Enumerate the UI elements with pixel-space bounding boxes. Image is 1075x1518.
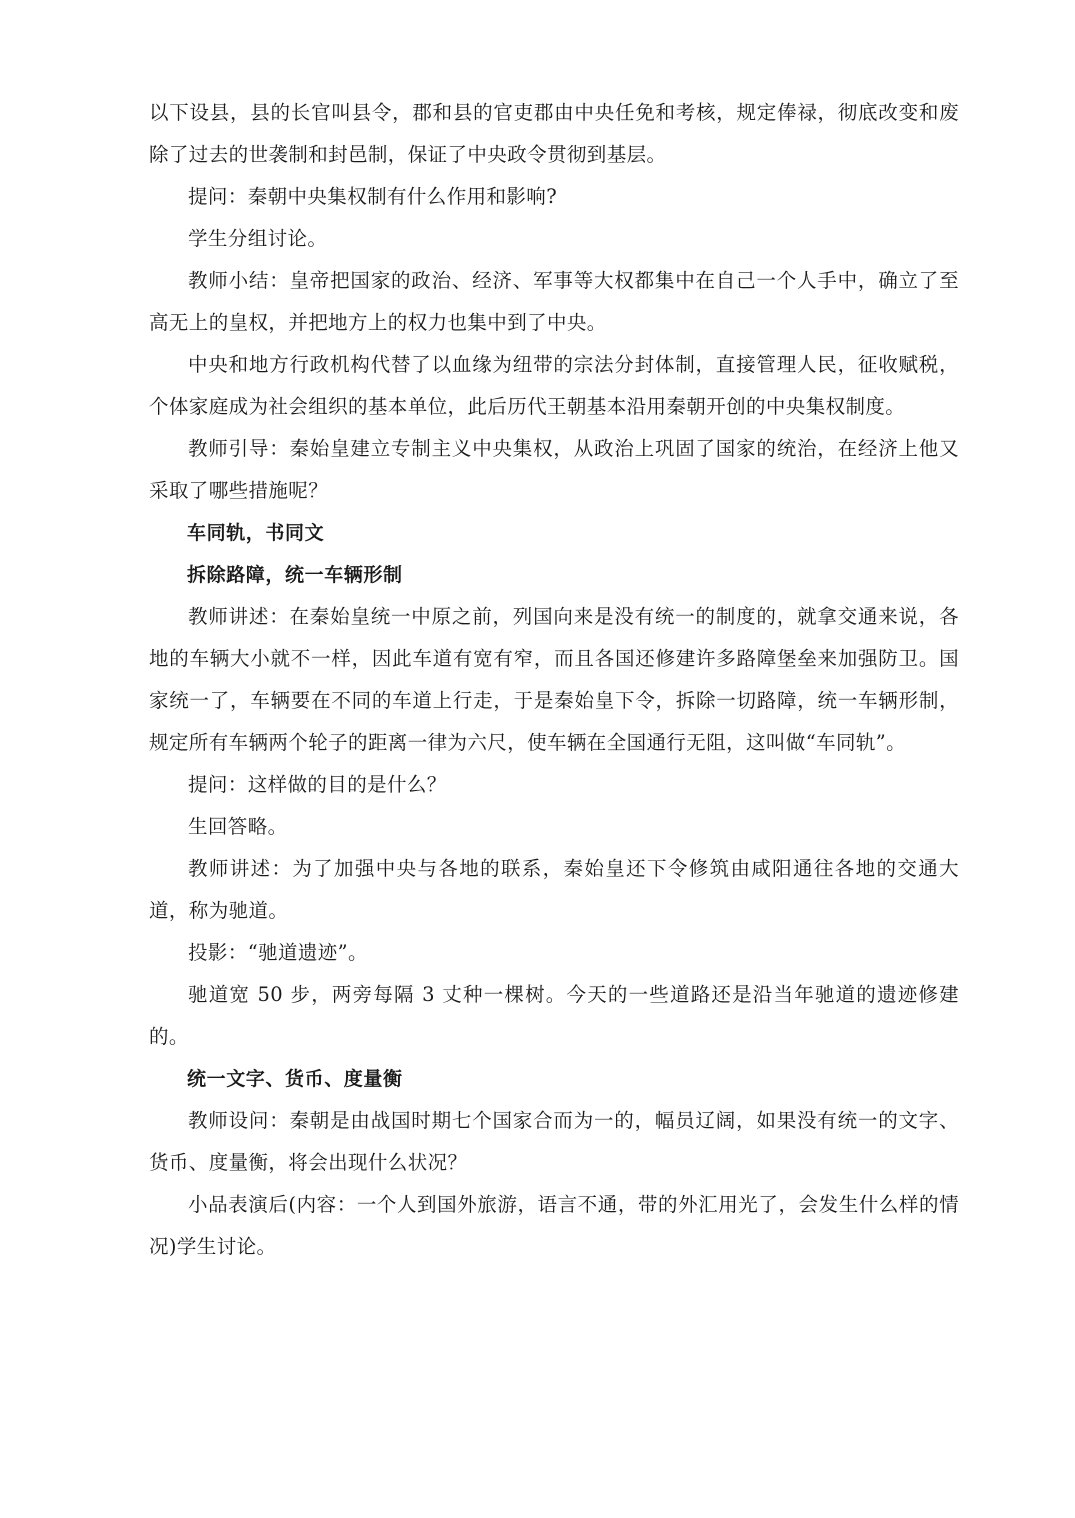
paragraph-road-width: 驰道宽 50 步，两旁每隔 3 丈种一棵树。今天的一些道路还是沿当年驰道的遗迹修建的。 (149, 983, 959, 1048)
paragraph-teacher-narration-roads: 教师讲述：为了加强中央与各地的联系，秦始皇还下令修筑由咸阳通往各地的交通大道，称为驰道。 (149, 857, 959, 922)
paragraph-county-system: 以下设县，县的长官叫县令，郡和县的官吏郡由中央任免和考核，规定俸禄，彻底改变和废除了过去的世袭制和封邑制，保证了中央政令贯彻到基层。 (149, 101, 959, 166)
paragraph-question-purpose: 提问：这样做的目的是什么？ (188, 773, 447, 796)
section-heading-unification: 车同轨，书同文 (187, 522, 325, 544)
paragraph-group-discussion: 学生分组讨论。 (188, 227, 328, 250)
paragraph-teacher-guidance: 教师引导：秦始皇建立专制主义中央集权，从政治上巩固了国家的统治，在经济上他又采取了哪些措施呢？ (149, 437, 959, 502)
paragraph-teacher-question: 教师设问：秦朝是由战国时期七个国家合而为一的，幅员辽阔，如果没有统一的文字、货币、度量衡，将会出现什么状况？ (149, 1109, 959, 1174)
paragraph-skit-discussion: 小品表演后(内容：一个人到国外旅游，语言不通，带的外汇用光了，会发生什么样的情况)学生讨论。 (149, 1193, 959, 1258)
paragraph-projection: 投影：“驰道遗迹”。 (188, 941, 368, 964)
paragraph-student-answer: 生回答略。 (188, 815, 288, 838)
document-page (149, 92, 959, 1268)
paragraph-admin-institutions: 中央和地方行政机构代替了以血缘为纽带的宗法分封体制，直接管理人民，征收赋税，个体家庭成为社会组织的基本单位，此后历代王朝基本沿用秦朝开创的中央集权制度。 (149, 353, 959, 418)
paragraph-teacher-summary: 教师小结：皇帝把国家的政治、经济、军事等大权都集中在自己一个人手中，确立了至高无上的皇权，并把地方上的权力也集中到了中央。 (149, 269, 959, 334)
subsection-heading-standardization: 统一文字、货币、度量衡 (187, 1068, 403, 1090)
subsection-heading-roadblocks: 拆除路障，统一车辆形制 (187, 564, 403, 586)
paragraph-teacher-narration-axles: 教师讲述：在秦始皇统一中原之前，列国向来是没有统一的制度的，就拿交通来说，各地的车辆大小就不一样，因此车道有宽有窄，而且各国还修建许多路障堡垒来加强防卫。国家统一了，车辆要在不同的车道上行走，于是秦始皇下令，拆除一切路障，统一车辆形制，规定所有车辆两个轮子的距离一律为六尺，使车辆在全国通行无阻，这叫做“车同轨”。 (149, 605, 959, 754)
paragraph-question-centralization: 提问：秦朝中央集权制有什么作用和影响? (188, 185, 558, 208)
